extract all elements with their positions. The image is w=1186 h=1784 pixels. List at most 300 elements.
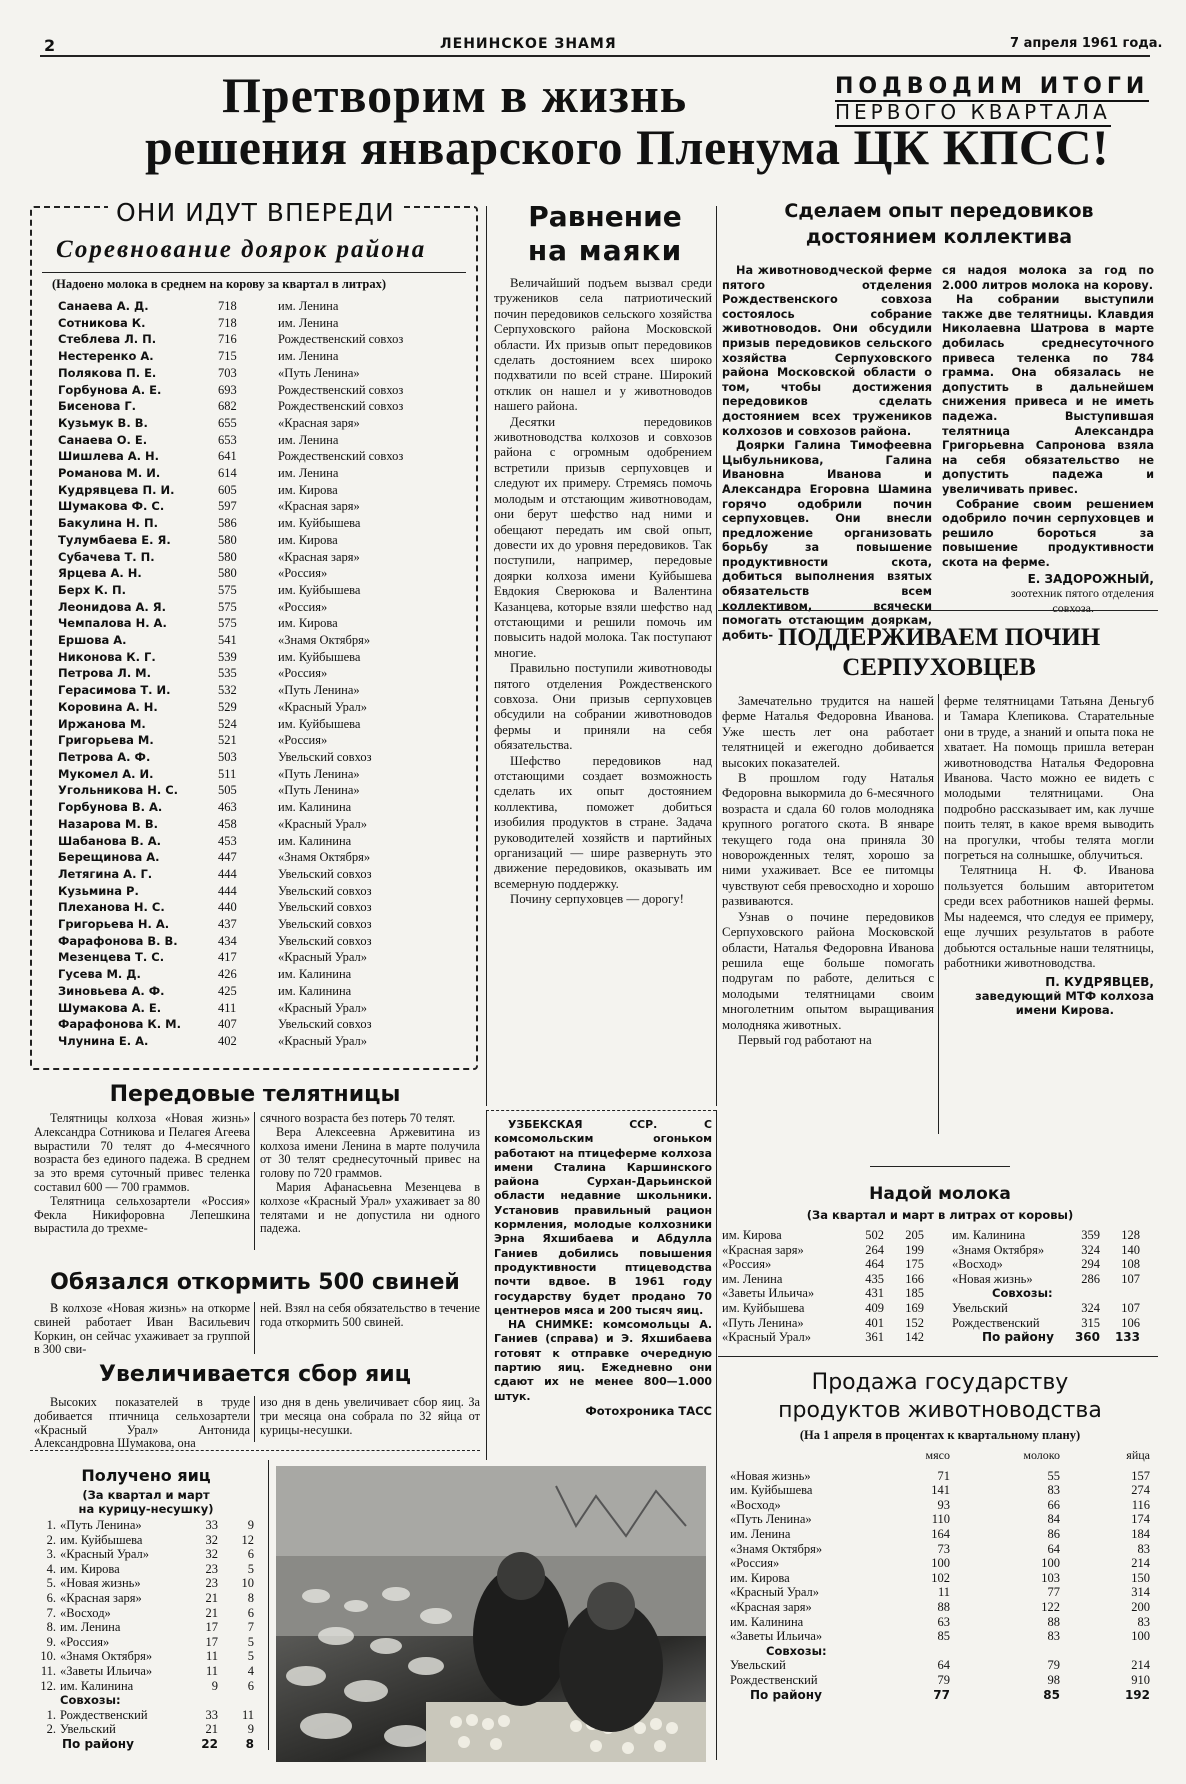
- dairy-farm: им. Ленина: [278, 349, 339, 364]
- dairy-value: 437: [218, 917, 237, 932]
- milk-farm: Увельский: [952, 1300, 1008, 1315]
- egg-v1: 11: [205, 1663, 218, 1678]
- sales-eggs: 157: [1131, 1468, 1150, 1483]
- dairy-name: Шишлева А. Н.: [58, 449, 160, 464]
- pigs-col-1: [34, 1302, 250, 1357]
- dairy-value: 402: [218, 1033, 237, 1048]
- dairy-farm: «Красный Урал»: [278, 816, 367, 831]
- dairy-value: 529: [218, 699, 237, 714]
- uzbek-divider: [486, 1110, 487, 1460]
- sales-milk: 66: [1047, 1497, 1060, 1512]
- dairy-value: 440: [218, 900, 237, 915]
- beacons-para-3: Правильно поступили животноводы пятого отделения Рождественского совхоза. Они призыв серпуховцев обсудили на собрании животноводов фермы и приняли на себя обязательства.: [494, 661, 712, 753]
- egg-v2: 7: [247, 1620, 254, 1635]
- pigs-divider: [254, 1302, 255, 1354]
- dairy-farm: Увельский совхоз: [278, 866, 372, 881]
- header-rule: [40, 55, 1150, 57]
- sales-farm: «Новая жизнь»: [730, 1468, 811, 1483]
- dairy-value: 586: [218, 516, 237, 531]
- egg-farm: Рождественский: [60, 1707, 148, 1722]
- egg-farm: им. Ленина: [60, 1620, 121, 1635]
- sales-row: [730, 1527, 1154, 1542]
- sales-eggs: 100: [1131, 1629, 1150, 1644]
- dairy-row: [58, 732, 468, 749]
- milk-row: [952, 1228, 1172, 1243]
- sales-eggs: 314: [1131, 1585, 1150, 1600]
- dairy-row: [58, 331, 468, 348]
- dairy-row: [58, 1000, 468, 1017]
- sales-eggs: 214: [1131, 1556, 1150, 1571]
- dairy-subtitle: Соревнование доярок района: [56, 236, 427, 263]
- support-col-1: [722, 694, 934, 1048]
- col-divider-2: [716, 206, 717, 1106]
- sales-eggs: 200: [1131, 1599, 1150, 1614]
- sales-meat: 71: [937, 1468, 950, 1483]
- support-col-2: [944, 694, 1154, 1017]
- milk-v2: 205: [905, 1228, 924, 1242]
- support-para-3: Узнав о почине передовиков Серпуховского района Московской области, Наталья Федоровна Иванова решила еще больше помогать подругам по работе, делиться с молодыми телятницами своим многолетним опытом выращивания молодняка животных.: [722, 909, 934, 1032]
- dairy-farm: «Красная заря»: [278, 415, 360, 430]
- beacons-para-1: Величайший подъем вызвал среди тружеников села патриотический почин передовиков сельского хозяйства Серпуховского района Московской области. Их призыв опыт передовиков сделать достоянием всех широко подхватили по всей стране. Широкий отклик он нашел и у животноводов нашего района.: [494, 276, 712, 414]
- egg-num: 9.: [46, 1634, 56, 1649]
- milk-v2: 169: [905, 1300, 924, 1315]
- dairy-value: 605: [218, 482, 237, 497]
- dairy-name: Тулумбаева Е. Я.: [58, 532, 171, 547]
- dairy-name: Берещинова А.: [58, 850, 160, 865]
- dairy-value: 503: [218, 749, 237, 764]
- sales-row: [730, 1542, 1154, 1557]
- dairy-farm: им. Калинина: [278, 833, 352, 848]
- egg-farm: им. Куйбышева: [60, 1532, 143, 1547]
- egg-row: [38, 1635, 258, 1650]
- milk-v1: 315: [1081, 1315, 1100, 1330]
- dairy-row: [58, 949, 468, 966]
- dairy-value: 693: [218, 382, 237, 397]
- sales-farm: «Восход»: [730, 1497, 781, 1512]
- sales-meat: 110: [931, 1512, 950, 1527]
- dairy-farm: «Путь Ленина»: [278, 365, 360, 380]
- dairy-row: [58, 916, 468, 933]
- dairy-row: [58, 716, 468, 733]
- egg-table-divider: [268, 1460, 269, 1750]
- sales-milk: 100: [1041, 1556, 1060, 1571]
- support-divider: [938, 694, 939, 1134]
- uzbek-caption: НА СНИМКЕ: комсомольцы А. Ганиев (справа) и Э. Яхшибаева готовят к отправке очередную партию яиц. Ежедневно они сдают их не менее 800—1.000 штук.: [494, 1318, 712, 1403]
- sales-milk: 122: [1041, 1599, 1060, 1614]
- dairy-value: 463: [218, 800, 237, 815]
- dairy-farm: Рождественский совхоз: [278, 449, 404, 464]
- dairy-farm: «Россия»: [278, 666, 328, 681]
- dairy-farm: им. Калинина: [278, 967, 352, 982]
- dairy-farm: им. Ленина: [278, 432, 339, 447]
- dairy-value: 597: [218, 499, 237, 514]
- experience-para-4: На собрании выступили также две телятницы. Клавдия Николаевна Шатрова в марте добилась среднесуточного привеса теленка по 784 грамма. Она обязалась не допустить в дальнейшем снижения привеса и не иметь падежа. Выступившая телятница Александра Григорьевна Сапронова взяла на себя обязательство не допустить падежа и увеличивать привес.: [942, 293, 1154, 496]
- sales-title-1: Продажа государству: [811, 1370, 1069, 1395]
- pigs-title: Обязался откормить 500 свиней: [50, 1270, 460, 1295]
- dairy-farm: им. Куйбышева: [278, 649, 361, 664]
- egg-row: [38, 1533, 258, 1548]
- dairy-row: [58, 298, 468, 315]
- dairy-name: Фарафонова В. В.: [58, 933, 178, 948]
- milk-farm: им. Кирова: [722, 1228, 782, 1242]
- poultry-farm-photo: [276, 1466, 706, 1762]
- dairy-farm: «Красный Урал»: [278, 1000, 367, 1015]
- dairy-name: Чемпалова Н. А.: [58, 616, 167, 631]
- dairy-farm: «Знамя Октября»: [278, 850, 371, 865]
- dairy-row: [58, 398, 468, 415]
- milk-v1: 359: [1081, 1228, 1100, 1242]
- dairy-farm: им. Куйбышева: [278, 716, 361, 731]
- eggs-rule: [30, 1450, 480, 1451]
- milk-total-label: По району: [982, 1330, 1054, 1345]
- dairy-value: 417: [218, 950, 237, 965]
- milk-row: [722, 1330, 952, 1345]
- support-signature: П. КУДРЯВЦЕВ,: [1045, 975, 1154, 990]
- sales-total-milk: 85: [1043, 1687, 1060, 1702]
- dairy-value: 655: [218, 415, 237, 430]
- dairy-farm: «Россия»: [278, 733, 328, 748]
- dairy-row: [58, 348, 468, 365]
- experience-para-2: Доярки Галина Тимофеевна Цыбульникова, Галина Ивановна Иванова и Александра Егоровна Шамина горячо одобрили почин серпуховцев. Они внесли предложение организовать борьбу за повышение продуктивности скота, добиться выполнения взятых обязательств всем коллективом, всячески помогать отстающим дояркам, добить-: [722, 439, 932, 642]
- milk-farm: «Новая жизнь»: [952, 1271, 1033, 1286]
- sales-meat: 102: [931, 1570, 950, 1585]
- dairy-row: [58, 849, 468, 866]
- egg-num: 4.: [46, 1561, 56, 1576]
- dairy-value: 453: [218, 833, 237, 848]
- dairy-name: Иржанова М.: [58, 716, 146, 731]
- dairy-name: Угольникова Н. С.: [58, 783, 179, 798]
- egg-farm: «Заветы Ильича»: [60, 1663, 153, 1678]
- calves-title: Передовые телятницы: [109, 1082, 401, 1107]
- beacons-para-4: Шефство передовиков над отстающими создает возможность сделать их опыт достоянием коллектива, поможет добиться изобилия продуктов в стране. Задача руководителей хозяйств и партийных организаций — шире развернуть это движение передовиков, оказывать им всемерную поддержку.: [494, 753, 712, 891]
- egg-row: [38, 1547, 258, 1562]
- eggs-divider: [254, 1396, 255, 1442]
- egg-farm: «Красная заря»: [60, 1590, 142, 1605]
- beacons-para-5: Почину серпуховцев — дорогу!: [510, 892, 684, 907]
- sales-farm: «Знамя Октября»: [730, 1541, 823, 1556]
- dairy-farm: «Россия»: [278, 566, 328, 581]
- dairy-name: Летягина А. Г.: [58, 866, 153, 881]
- dairy-row: [58, 432, 468, 449]
- sales-farm: «Заветы Ильича»: [730, 1629, 823, 1644]
- dairy-name: Санаева О. Е.: [58, 432, 148, 447]
- milk-v1: 324: [1081, 1242, 1100, 1257]
- dairy-row: [58, 515, 468, 532]
- dairy-row: [58, 699, 468, 716]
- milk-v2: 166: [905, 1271, 924, 1286]
- experience-col-2: [942, 264, 1154, 616]
- dairy-name: Гусева М. Д.: [58, 967, 141, 982]
- dairy-farm: Увельский совхоз: [278, 900, 372, 915]
- dairy-value: 653: [218, 432, 237, 447]
- milk-farm: «Восход»: [952, 1257, 1003, 1272]
- milk-v2: 152: [905, 1315, 924, 1330]
- milk-farm: «Заветы Ильича»: [722, 1286, 815, 1301]
- egg-row: [38, 1620, 258, 1635]
- dairy-name: Никонова К. Г.: [58, 649, 156, 664]
- egg-num: 5.: [46, 1576, 56, 1591]
- support-para-6: Телятница Н. Ф. Иванова пользуется большим авторитетом среди всех работников нашей фермы. Мы надеемся, что следуя ее примеру, еще лучших результатов в работе добьются остальные наши телятницы, работники животноводства.: [944, 863, 1154, 970]
- dairy-row: [58, 565, 468, 582]
- sales-eggs: 116: [1131, 1497, 1150, 1512]
- beacons-body: [494, 276, 712, 908]
- calves-para-4: Вера Алексеевна Аржевитина из колхоза имени Ленина в марте получила от 30 телят среднесуточный привес на голову по 720 граммов.: [260, 1124, 480, 1181]
- dairy-row: [58, 682, 468, 699]
- milk-v1: 286: [1081, 1271, 1100, 1286]
- sales-meat: 11: [937, 1585, 950, 1600]
- sales-row: [730, 1600, 1154, 1615]
- banner-line-1: Претворим в жизнь: [222, 67, 688, 123]
- sales-eggs: 274: [1131, 1483, 1150, 1498]
- sales-farm: им. Ленина: [730, 1526, 791, 1541]
- support-title-2: СЕРПУХОВЦЕВ: [842, 654, 1036, 681]
- egg-row: [38, 1664, 258, 1679]
- sales-row: [730, 1585, 1154, 1600]
- photo-illustration: [276, 1466, 706, 1762]
- dairy-row: [58, 465, 468, 482]
- sales-header-row: [730, 1448, 1154, 1463]
- sales-milk: 98: [1047, 1672, 1060, 1687]
- uzbek-top-rule: [486, 1110, 716, 1111]
- dairy-farm: «Красный Урал»: [278, 1033, 367, 1048]
- dairy-name: Санаева А. Д.: [58, 299, 149, 313]
- egg-sovkhoz-label: Совхозы:: [60, 1693, 121, 1708]
- dairy-value: 524: [218, 716, 237, 731]
- sales-farm: им. Куйбышева: [730, 1483, 813, 1498]
- egg-num: 2.: [46, 1722, 56, 1737]
- dairy-name: Петрова А. Ф.: [58, 749, 151, 764]
- dairy-value: 505: [218, 783, 237, 798]
- milk-v2: 199: [905, 1242, 924, 1257]
- sales-eggs: 184: [1131, 1526, 1150, 1541]
- experience-col-1: [722, 264, 932, 643]
- egg-v1: 11: [205, 1649, 218, 1664]
- egg-num: 3.: [46, 1547, 56, 1562]
- egg-row: [38, 1708, 258, 1723]
- dairy-value: 580: [218, 549, 237, 564]
- egg-farm: им. Кирова: [60, 1561, 120, 1576]
- milk-row: [952, 1301, 1172, 1316]
- dairy-farm: им. Калинина: [278, 983, 352, 998]
- egg-num: 6.: [46, 1590, 56, 1605]
- dairy-row: [58, 799, 468, 816]
- dairy-value: 715: [218, 349, 237, 364]
- egg-total-v1: 22: [201, 1736, 218, 1751]
- sales-farm: «Красный Урал»: [730, 1585, 819, 1600]
- egg-row: [38, 1576, 258, 1591]
- dairy-value: 580: [218, 532, 237, 547]
- egg-row: [38, 1679, 258, 1694]
- egg-total-label: По району: [62, 1736, 134, 1751]
- dairy-name: Назарова М. В.: [58, 816, 158, 831]
- beacons-para-2: Десятки передовиков животноводства колхозов и совхозов района с огромным одобрением встретили призыв серпуховцев и следуют их примеру. Стремясь помочь молодым и отстающим животноводам, они берут шефство над ними и обещают передать им свой опыт, довести их до уровня передовиков. Так поступили, например, передовые доярки колхоза имени Куйбышева Евдокия Сверюкова и Валентина Казанцева, которые взяли шефство над отстающими и решили помочь им повысить надой молока. Так поступают многие.: [494, 414, 712, 660]
- sales-col-meat: мясо: [925, 1448, 950, 1462]
- experience-rule: [718, 610, 1158, 611]
- support-para-5: ферме телятницами Татьяна Деньгуб и Тамара Клепикова. Старательные они в труде, а знаний и опыта пока не хватает. На помощь пришла ветеран животноводства Наталья Федоровна Иванова. Часто можно ее видеть с молодыми телятницами. Она подробно рассказывает им, как лучше поить телят, в какое время выводить на прогулки, чтобы телята могли погреться на солнышке, облучиться.: [944, 694, 1154, 863]
- egg-farm: «Новая жизнь»: [60, 1576, 141, 1591]
- egg-v1: 17: [205, 1620, 218, 1635]
- milk-v1: 264: [865, 1242, 884, 1257]
- uzbek-text: УЗБЕКСКАЯ ССР. С комсомольским огоньком работают на птицеферме колхоза имени Сталина Каршинского района Сурхан-Дарьинской области недавние школьники. Установив правильный рацион кормления, молодые колхозники Эрна Яхшибаева и Абдулла Ганиев добились повышения продуктивности птицеводства почти вдвое. В 1961 году государству будет продано 70 центнеров мяса и 200 тысяч яиц.: [494, 1118, 712, 1317]
- dairy-value: 447: [218, 850, 237, 865]
- milk-v2: 108: [1121, 1257, 1140, 1272]
- sales-meat: 64: [937, 1658, 950, 1673]
- sales-milk: 79: [1047, 1658, 1060, 1673]
- egg-table-sub-2: на курицу-несушку): [78, 1502, 214, 1516]
- dairy-value: 532: [218, 683, 237, 698]
- egg-farm: Увельский: [60, 1722, 116, 1737]
- sales-eggs: 83: [1137, 1614, 1150, 1629]
- sales-meat: 141: [931, 1483, 950, 1498]
- milk-farm: им. Калинина: [952, 1228, 1026, 1242]
- milk-note: (За квартал и март в литрах от коровы): [806, 1208, 1074, 1222]
- sales-milk: 103: [1041, 1570, 1060, 1585]
- egg-v2: 9: [247, 1722, 254, 1737]
- dairy-name: Горбунова А. Е.: [58, 382, 162, 397]
- milk-row: [722, 1257, 952, 1272]
- dairy-name: Шумакова А. Е.: [58, 1000, 162, 1015]
- egg-table-title: Получено яиц: [81, 1466, 211, 1485]
- sales-note: (На 1 апреля в процентах к квартальному плану): [799, 1428, 1081, 1442]
- dairy-row: [58, 532, 468, 549]
- dairy-name: Ершова А.: [58, 633, 127, 648]
- egg-num: 2.: [46, 1532, 56, 1547]
- dairy-name: Шабанова В. А.: [58, 833, 162, 848]
- pigs-col-2: [260, 1302, 480, 1330]
- dairy-farm: им. Ленина: [278, 315, 339, 330]
- beacons-title-2: на маяки: [527, 234, 683, 267]
- dairy-value: 425: [218, 983, 237, 998]
- milk-v2: 140: [1121, 1242, 1140, 1257]
- egg-v2: 11: [241, 1707, 254, 1722]
- milk-v1: 431: [865, 1286, 884, 1301]
- dairy-name: Кузьмина Р.: [58, 883, 139, 898]
- egg-num: 7.: [46, 1605, 56, 1620]
- dairy-name: Фарафонова К. М.: [58, 1017, 181, 1032]
- eggs-col-2: [260, 1396, 480, 1437]
- experience-title-1: Сделаем опыт передовиков: [784, 200, 1094, 222]
- egg-v1: 33: [205, 1707, 218, 1722]
- sales-row: [730, 1658, 1154, 1673]
- dairy-row: [58, 365, 468, 382]
- dairy-farm: «Россия»: [278, 599, 328, 614]
- dairy-table: [58, 298, 468, 1050]
- dairy-row: [58, 966, 468, 983]
- calves-divider: [254, 1112, 255, 1250]
- support-para-4: Первый год работают на: [738, 1032, 872, 1047]
- dairy-name: Леонидова А. Я.: [58, 599, 166, 614]
- dairy-value: 521: [218, 733, 237, 748]
- egg-v1: 33: [205, 1518, 218, 1532]
- support-title-1: ПОДДЕРЖИВАЕМ ПОЧИН: [777, 624, 1101, 651]
- milk-farm: им. Куйбышева: [722, 1300, 805, 1315]
- sales-eggs: 910: [1131, 1672, 1150, 1687]
- sales-milk: 84: [1047, 1512, 1060, 1527]
- dairy-name: Бакулина Н. П.: [58, 516, 159, 531]
- dairy-farm: Рождественский совхоз: [278, 382, 404, 397]
- egg-row: [38, 1722, 258, 1737]
- support-para-2: В прошлом году Наталья Федоровна выкормила до 6-месячного возраста и сдала 60 голов молодняка крупного рогатого скота. В январе текущего года она приняла 30 новорожденных телят, хорошо за ними ухаживает. Все ее питомцы чувствуют себя превосходно и хорошо развиваются.: [722, 771, 934, 909]
- dairy-row: [58, 782, 468, 799]
- dairy-row: [58, 816, 468, 833]
- sales-farm: «Путь Ленина»: [730, 1512, 812, 1527]
- sales-row: [730, 1483, 1154, 1498]
- dairy-name: Коровина А. Н.: [58, 699, 158, 714]
- sales-milk: 83: [1047, 1629, 1060, 1644]
- sales-milk: 86: [1047, 1526, 1060, 1541]
- experience-para-5: Собрание своим решением одобрило почин серпуховцев и решило бороться за повышение продуктивности скота на ферме.: [942, 497, 1154, 569]
- egg-v2: 5: [247, 1561, 254, 1576]
- sales-total-label: По району: [750, 1687, 822, 1702]
- milk-farm: «Красная заря»: [722, 1242, 804, 1257]
- dairy-row: [58, 833, 468, 850]
- dairy-value: 535: [218, 666, 237, 681]
- egg-v1: 32: [205, 1532, 218, 1547]
- col-divider-3: [716, 1110, 717, 1760]
- dairy-farm: «Знамя Октября»: [278, 633, 371, 648]
- dairy-row: [58, 899, 468, 916]
- egg-v1: 21: [205, 1605, 218, 1620]
- sales-total-meat: 77: [933, 1687, 950, 1702]
- dairy-farm: «Красный Урал»: [278, 699, 367, 714]
- page-number: 2: [44, 36, 56, 55]
- egg-total-v2: 8: [245, 1736, 254, 1751]
- egg-num: 12.: [40, 1678, 56, 1693]
- sales-sovkhoz-label: Совхозы:: [766, 1643, 827, 1658]
- egg-farm: «Знамя Октября»: [60, 1649, 153, 1664]
- section-label-2: ПЕРВОГО КВАРТАЛА: [835, 100, 1111, 127]
- milk-v2: 107: [1121, 1300, 1140, 1315]
- dairy-name: Зиновьева А. Ф.: [58, 983, 165, 998]
- dairy-name: Плеханова Н. С.: [58, 900, 165, 915]
- sales-meat: 164: [931, 1526, 950, 1541]
- milk-farm: «Знамя Октября»: [952, 1242, 1045, 1257]
- sales-farm: Рождественский: [730, 1672, 818, 1687]
- dairy-row: [58, 415, 468, 432]
- dairy-farm: «Путь Ленина»: [278, 783, 360, 798]
- egg-num: 1.: [46, 1707, 56, 1722]
- egg-total-row: [38, 1737, 258, 1752]
- sales-table: [730, 1448, 1154, 1702]
- dairy-row: [58, 665, 468, 682]
- dairy-value: 444: [218, 866, 237, 881]
- egg-num: 11.: [40, 1663, 56, 1678]
- milk-v2: 185: [905, 1286, 924, 1301]
- dairy-value: 718: [218, 299, 237, 313]
- support-signature-role-2: имени Кирова.: [1015, 1003, 1114, 1018]
- dairy-value: 716: [218, 332, 237, 347]
- milk-row: [952, 1316, 1172, 1331]
- egg-row: [38, 1591, 258, 1606]
- dairy-farm: им. Ленина: [278, 299, 339, 313]
- milk-farm: им. Ленина: [722, 1271, 783, 1286]
- dairy-value: 641: [218, 449, 237, 464]
- dairy-row: [58, 649, 468, 666]
- sales-farm: им. Калинина: [730, 1614, 804, 1629]
- milk-v1: 324: [1081, 1300, 1100, 1315]
- sales-row: [730, 1629, 1154, 1644]
- milk-v2: 107: [1121, 1271, 1140, 1286]
- egg-v2: 6: [247, 1605, 254, 1620]
- sales-row: [730, 1556, 1154, 1571]
- experience-para-1: На животноводческой ферме пятого отделения Рождественского совхоза состоялось собрание животноводов. Они обсудили призыв передовиков сельского хозяйства Серпуховского района Московской области о том, чтобы достижения передовиков сделать достоянием всех тружеников колхозов и совхозов района.: [722, 264, 932, 438]
- support-signature-role-1: заведующий МТФ колхоза: [975, 989, 1154, 1004]
- milk-v1: 401: [865, 1315, 884, 1330]
- sales-meat: 93: [937, 1497, 950, 1512]
- milk-table-right: [952, 1228, 1172, 1345]
- dairy-name: Григорьева Н. А.: [58, 917, 170, 932]
- dairy-value: 682: [218, 399, 237, 414]
